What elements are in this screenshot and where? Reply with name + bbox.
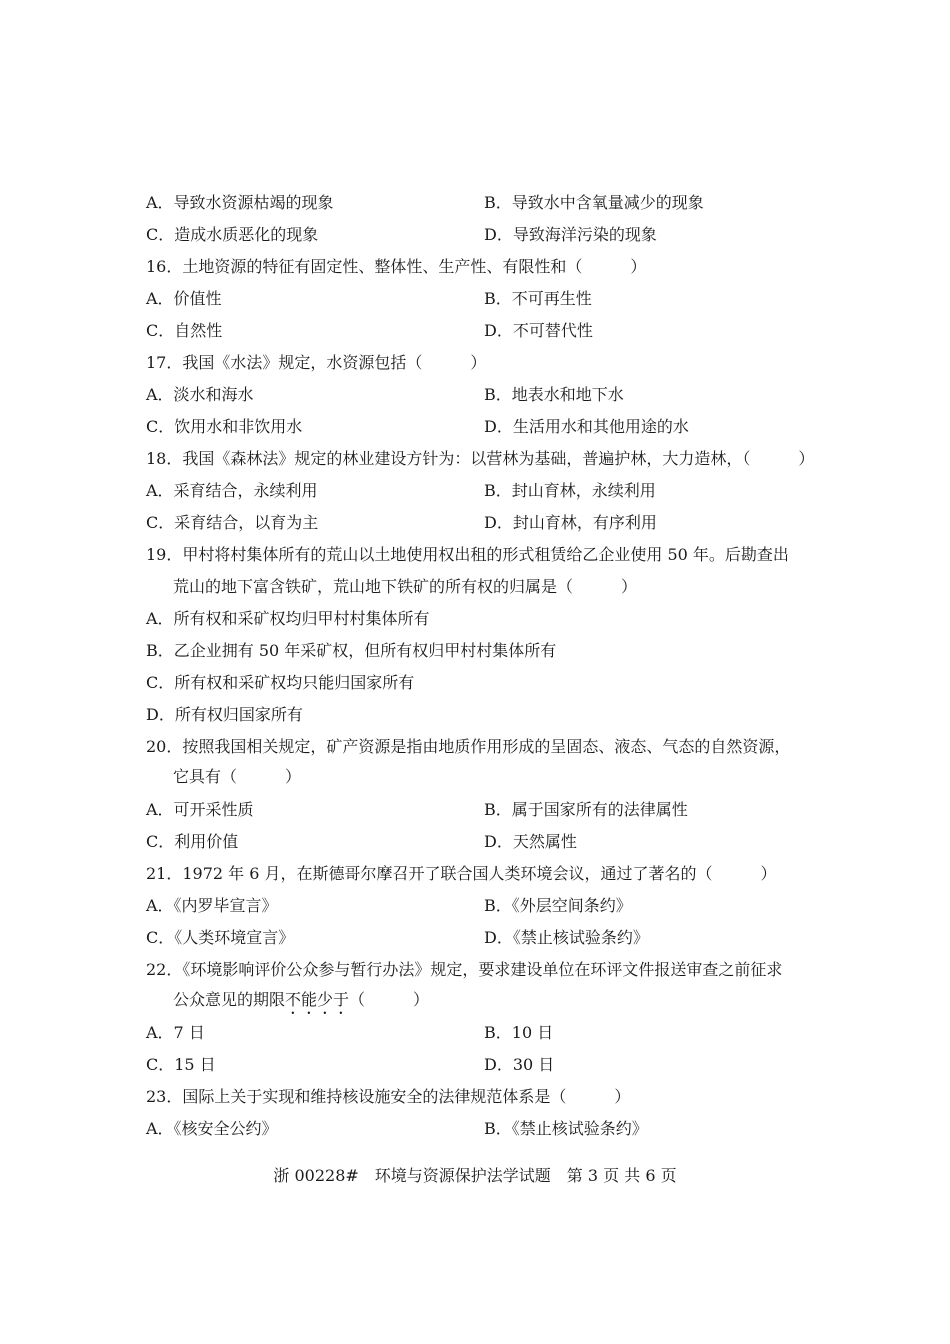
q20-option-a: A．可开采性质 xyxy=(146,800,254,819)
q18-option-d: D．封山育林，有序利用 xyxy=(484,513,657,532)
page-footer: 浙 00228# 环境与资源保护法学试题 第 3 页 共 6 页 xyxy=(273,1166,677,1185)
q17-option-c: C．饮用水和非饮用水 xyxy=(146,417,303,436)
q23-option-b: B．《禁止核试验条约》 xyxy=(484,1119,648,1138)
q18-option-c: C．采育结合，以育为主 xyxy=(146,513,319,532)
q21-option-b: B．《外层空间条约》 xyxy=(484,896,632,915)
q17-option-b: B．地表水和地下水 xyxy=(484,385,624,404)
q22-option-a: A．7 日 xyxy=(146,1023,205,1042)
q22-stem-line2-post: （ ） xyxy=(349,990,430,1009)
q19-stem-line1: 19．甲村将村集体所有的荒山以土地使用权出租的形式租赁给乙企业使用 50 年。后勘查出 xyxy=(146,545,789,564)
q19-option-d: D．所有权归国家所有 xyxy=(146,705,303,724)
q21-option-c: C．《人类环境宣言》 xyxy=(146,928,295,947)
q22-stem-line2-pre: 公众意见的期限 xyxy=(173,990,286,1009)
q20-option-b: B．属于国家所有的法律属性 xyxy=(484,800,688,819)
q22-stem-line2 xyxy=(173,988,429,1012)
q16-option-b: B．不可再生性 xyxy=(484,289,592,308)
q23-stem: 23．国际上关于实现和维持核设施安全的法律规范体系是（ ） xyxy=(146,1087,631,1106)
q22-option-d: D．30 日 xyxy=(484,1055,555,1074)
q15-option-b: B．导致水中含氧量减少的现象 xyxy=(484,193,704,212)
q19-option-c: C．所有权和采矿权均只能归国家所有 xyxy=(146,673,415,692)
q22-option-b: B．10 日 xyxy=(484,1023,554,1042)
q20-stem-line1: 20．按照我国相关规定，矿产资源是指由地质作用形成的呈固态、液态、气态的自然资源， xyxy=(146,737,791,756)
q16-option-c: C．自然性 xyxy=(146,321,223,340)
q22-emphasis-text: 不能少于 xyxy=(285,990,350,1009)
q17-option-d: D．生活用水和其他用途的水 xyxy=(484,417,689,436)
q18-option-b: B．封山育林，永续利用 xyxy=(484,481,656,500)
q19-option-a: A．所有权和采矿权均归甲村村集体所有 xyxy=(146,609,430,628)
q16-option-a: A．价值性 xyxy=(146,289,222,308)
q21-stem: 21．1972 年 6 月，在斯德哥尔摩召开了联合国人类环境会议，通过了著名的（ ） xyxy=(146,864,777,883)
q16-option-d: D．不可替代性 xyxy=(484,321,593,340)
q17-option-a: A．淡水和海水 xyxy=(146,385,254,404)
q17-stem: 17．我国《水法》规定，水资源包括（ ） xyxy=(146,353,487,372)
q21-option-d: D．《禁止核试验条约》 xyxy=(484,928,649,947)
q15-option-d: D．导致海洋污染的现象 xyxy=(484,225,657,244)
q15-option-c: C．造成水质恶化的现象 xyxy=(146,225,319,244)
q16-stem: 16．土地资源的特征有固定性、整体性、生产性、有限性和（ ） xyxy=(146,257,647,276)
q22-stem-line1: 22．《环境影响评价公众参与暂行办法》规定，要求建设单位在环评文件报送审查之前征求 xyxy=(146,960,783,979)
q20-stem-line2: 它具有（ ） xyxy=(173,767,302,786)
q21-option-a: A．《内罗毕宣言》 xyxy=(146,896,278,915)
q19-stem-line2: 荒山的地下富含铁矿，荒山地下铁矿的所有权的归属是（ ） xyxy=(173,577,638,596)
q18-stem: 18．我国《森林法》规定的林业建设方针为：以营林为基础，普遍护林，大力造林，（ ） xyxy=(146,449,815,468)
q19-option-b: B．乙企业拥有 50 年采矿权，但所有权归甲村村集体所有 xyxy=(146,641,557,660)
q15-option-a: A．导致水资源枯竭的现象 xyxy=(146,193,334,212)
q20-option-d: D．天然属性 xyxy=(484,832,577,851)
q22-option-c: C．15 日 xyxy=(146,1055,216,1074)
q23-option-a: A．《核安全公约》 xyxy=(146,1119,278,1138)
q18-option-a: A．采育结合，永续利用 xyxy=(146,481,318,500)
q20-option-c: C．利用价值 xyxy=(146,832,239,851)
